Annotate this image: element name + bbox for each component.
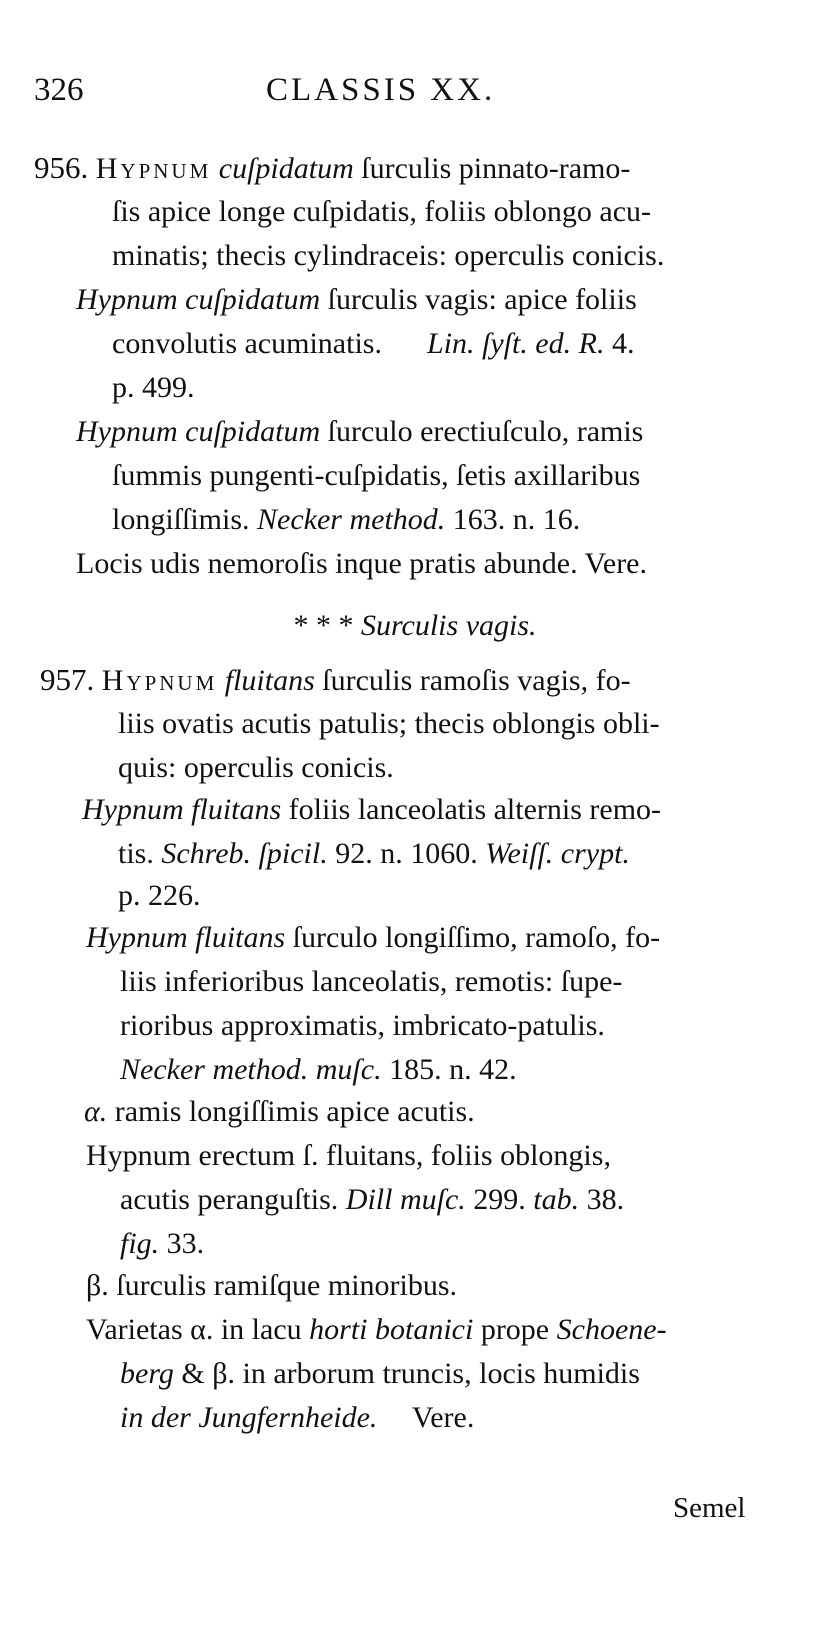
diagnosis-line: liis ovatis acutis patulis; thecis oblongis obli-	[118, 707, 660, 740]
reference: fig.	[120, 1227, 160, 1260]
species: fluitans	[224, 664, 315, 697]
synonym-text: tis.	[118, 837, 154, 870]
variety-label: α.	[84, 1095, 108, 1128]
section-heading	[0, 606, 830, 646]
varietas-text: Vere.	[411, 1401, 475, 1434]
synonym-line	[112, 324, 634, 364]
catchword: Semel	[673, 1492, 746, 1524]
synonym-line: ſummis pungenti-cuſpidatis, ſetis axillaribus	[112, 459, 641, 492]
reference-number: 4.	[611, 327, 635, 360]
diagnosis-line: ſis apice longe cuſpidatis, foliis oblongo acu-	[112, 195, 652, 228]
synonym-text: convolutis acuminatis.	[112, 327, 382, 360]
reference: Dill muſc.	[345, 1183, 466, 1216]
habitat-line: Locis udis nemoroſis inque pratis abunde. Vere.	[76, 547, 647, 580]
reference-number: 163. n. 16.	[452, 503, 581, 536]
reference: Necker method. muſc.	[120, 1053, 382, 1086]
reference-number: 38.	[586, 1183, 625, 1216]
diagnosis-line: minatis; thecis cylindraceis: operculis conicis.	[112, 239, 665, 272]
diagnosis-line: quis: operculis conicis.	[118, 751, 394, 784]
entry-956-line-1	[34, 148, 630, 189]
genus: Hypnum	[95, 152, 212, 185]
synonym-text: foliis lanceolatis alternis remo-	[288, 793, 662, 826]
synonym-line	[120, 1050, 517, 1090]
synonym-line	[86, 918, 660, 958]
entry-957-line-1	[40, 660, 631, 701]
reference: Lin. ſyſt. ed. R.	[426, 327, 605, 360]
reference-number: 299.	[473, 1183, 526, 1216]
variety-beta	[86, 1266, 457, 1306]
varietas-text: Varietas α. in lacu	[86, 1313, 302, 1346]
variety-label: β.	[86, 1269, 109, 1302]
reference: Necker method.	[257, 503, 446, 536]
synonym-line	[120, 1224, 204, 1264]
synonym-line	[118, 834, 630, 874]
synonym-text: acutis peranguſtis.	[120, 1183, 339, 1216]
varietas-text: prope	[480, 1313, 550, 1346]
varietas-place: Schoene-	[556, 1313, 667, 1346]
section-stars: * * *	[293, 609, 354, 642]
varietas-text: & β. in arborum truncis, locis humidis	[181, 1357, 640, 1390]
page-number: 326	[34, 72, 84, 108]
entry-number: 957.	[40, 662, 95, 697]
varietas-place: horti botanici	[309, 1313, 474, 1346]
synonym-line	[76, 412, 643, 452]
synonym-text: ſurculis vagis: apice foliis	[327, 283, 637, 316]
synonym-name: Hypnum fluitans	[86, 921, 286, 954]
running-title: CLASSIS XX.	[266, 72, 496, 108]
reference: Schreb. ſpicil.	[161, 837, 328, 870]
species: cuſpidatum	[218, 152, 354, 185]
reference: tab.	[533, 1183, 580, 1216]
diagnosis-line: ſurculis ramoſis vagis, fo-	[322, 664, 631, 697]
synonym-line: p. 499.	[112, 371, 195, 404]
synonym-line	[76, 280, 637, 320]
varietas-line	[120, 1354, 640, 1394]
varietas-line	[120, 1398, 474, 1438]
synonym-line: rioribus approximatis, imbricato-patulis.	[120, 1009, 605, 1042]
reference: Weiſſ. crypt.	[485, 837, 630, 870]
page-header	[34, 72, 794, 116]
entry-number: 956.	[34, 150, 89, 185]
synonym-line	[120, 1180, 624, 1220]
varietas-place: in der Jungfernheide.	[120, 1401, 378, 1434]
variety-alpha	[84, 1092, 475, 1132]
synonym-line	[82, 790, 661, 830]
varietas-line	[86, 1310, 667, 1350]
synonym-line	[112, 500, 580, 540]
synonym-name: Hypnum cuſpidatum	[76, 415, 321, 448]
synonym-name: Hypnum cuſpidatum	[76, 283, 321, 316]
synonym-name: Hypnum fluitans	[82, 793, 282, 826]
synonym-text: ſurculo longiſſimo, ramoſo, fo-	[292, 921, 661, 954]
synonym-line: liis inferioribus lanceolatis, remotis: ſupe-	[120, 965, 623, 998]
diagnosis-line: ſurculis pinnato-ramo-	[361, 152, 631, 185]
synonym-text: ſurculo erectiuſculo, ramis	[327, 415, 644, 448]
reference-number: 33.	[166, 1227, 205, 1260]
genus: Hypnum	[101, 664, 218, 697]
reference-number: 185. n. 42.	[389, 1053, 517, 1086]
varietas-place: berg	[120, 1357, 174, 1390]
variety-text: ſurculis ramiſque minoribus.	[116, 1269, 458, 1302]
section-title: Surculis vagis.	[360, 609, 537, 642]
synonym-line: p. 226.	[118, 879, 201, 912]
synonym-text: longiſſimis.	[112, 503, 250, 536]
variety-text: ramis longiſſimis apice acutis.	[114, 1095, 475, 1128]
reference-number: 92. n. 1060.	[335, 837, 478, 870]
synonym-line: Hypnum erectum ſ. fluitans, foliis oblongis,	[86, 1139, 611, 1172]
